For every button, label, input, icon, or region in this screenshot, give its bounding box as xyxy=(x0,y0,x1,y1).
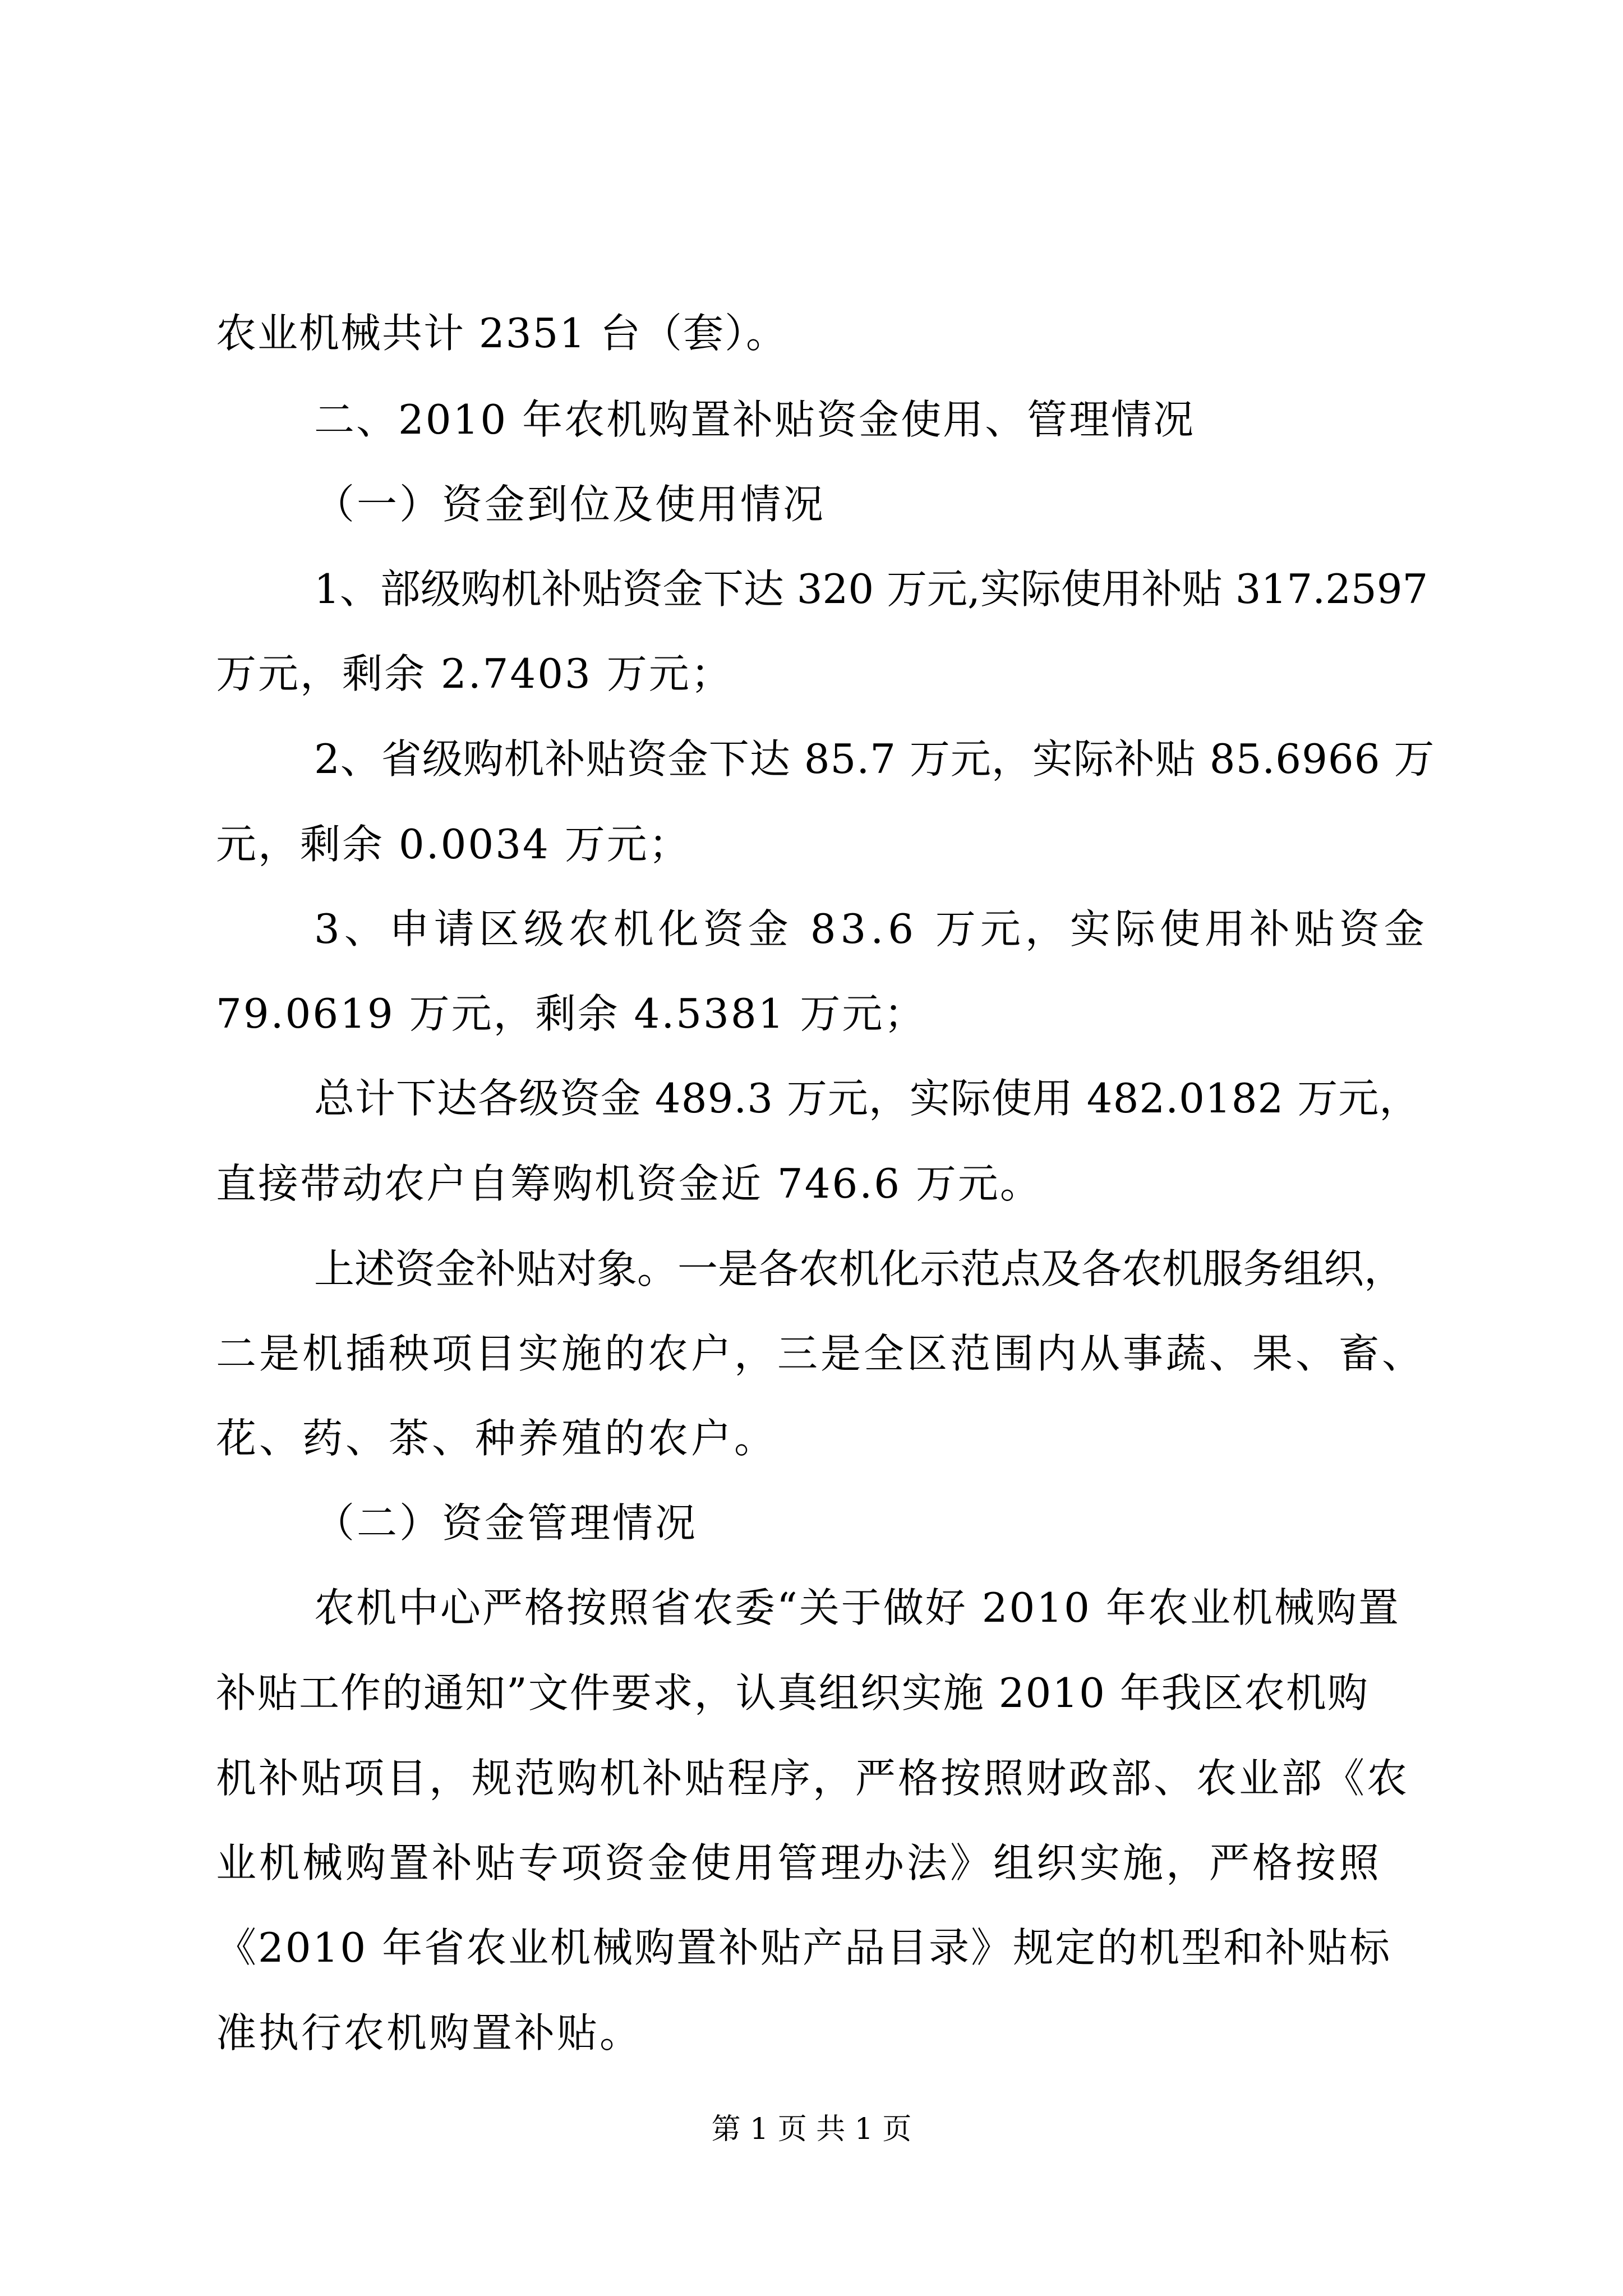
line-18: 机补贴项目，规范购机补贴程序，严格按照财政部、农业部《农 xyxy=(216,1755,1410,1802)
line-13: 二是机插秧项目实施的农户，三是全区范围内从事蔬、果、畜、 xyxy=(216,1330,1426,1377)
subsection-heading-2: （二）资金管理情况 xyxy=(314,1499,698,1547)
line-7: 元，剩余 0.0034 万元； xyxy=(216,821,691,868)
line-6: 2、省级购机补贴资金下达 85.7 万元，实际补贴 85.6966 万 xyxy=(314,735,1435,783)
line-19: 业机械购置补贴专项资金使用管理办法》组织实施，严格按照 xyxy=(216,1839,1382,1887)
line-10: 总计下达各级资金 489.3 万元，实际使用 482.0182 万元， xyxy=(314,1075,1421,1122)
line-8: 3、申请区级农机化资金 83.6 万元，实际使用补贴资金 xyxy=(314,905,1429,953)
line-4: 1、部级购机补贴资金下达 320 万元,实际使用补贴 317.2597 xyxy=(314,565,1428,613)
line-1: 农业机械共计 2351 台（套）。 xyxy=(216,310,788,357)
line-14: 花、药、茶、种养殖的农户。 xyxy=(216,1415,778,1462)
line-16: 农机中心严格按照省农委“关于做好 2010 年农业机械购置 xyxy=(314,1584,1400,1631)
line-17: 补贴工作的通知”文件要求，认真组织实施 2010 年我区农机购 xyxy=(216,1669,1369,1717)
line-11: 直接带动农户自筹购机资金近 746.6 万元。 xyxy=(216,1160,1042,1207)
line-5: 万元，剩余 2.7403 万元； xyxy=(216,650,733,697)
page-footer: 第 1 页 共 1 页 xyxy=(711,2113,912,2146)
subsection-heading-1: （一）资金到位及使用情况 xyxy=(314,481,826,528)
line-9: 79.0619 万元，剩余 4.5381 万元； xyxy=(216,990,926,1037)
line-12: 上述资金补贴对象。一是各农机化示范点及各农机服务组织， xyxy=(314,1245,1405,1292)
line-21: 准执行农机购置补贴。 xyxy=(216,2009,643,2056)
section-heading-2: 二、2010 年农机购置补贴资金使用、管理情况 xyxy=(314,396,1196,443)
line-20: 《2010 年省农业机械购置补贴产品目录》规定的机型和补贴标 xyxy=(216,1924,1392,1971)
